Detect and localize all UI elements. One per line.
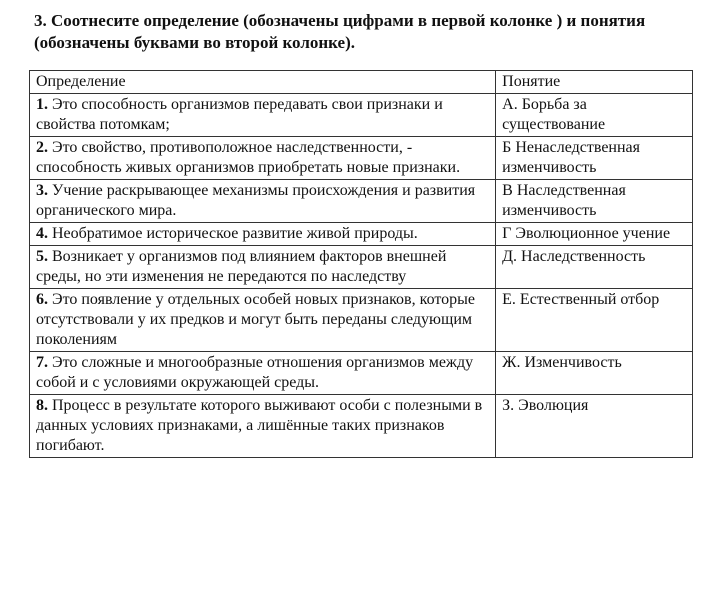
table-row (30, 289, 693, 352)
table-row (30, 352, 693, 395)
header-definition: Определение (30, 71, 496, 94)
table-header-row (30, 71, 693, 94)
definition-number: 2. (36, 139, 48, 156)
definition-cell (30, 352, 496, 395)
definition-number: 8. (36, 397, 48, 414)
concept-cell: Г Эволюционное учение (496, 223, 693, 246)
concept-cell: Е. Естественный отбор (496, 289, 693, 352)
definition-text: Это сложные и многообразные отношения организмов между собой и с условиями окружающей среды. (36, 354, 474, 391)
definition-text: Это способность организмов передавать свои признаки и свойства потомкам; (36, 96, 443, 133)
definition-cell (30, 223, 496, 246)
definition-number: 6. (36, 291, 48, 308)
definition-text: Это появление у отдельных особей новых признаков, которые отсутствовали у их предков и могут быть переданы следующим поколениям (36, 291, 475, 348)
definition-number: 1. (36, 96, 48, 113)
definition-text: Возникает у организмов под влиянием факторов внешней среды, но эти изменения не передаются по наследству (36, 248, 447, 285)
task-title: 3. Соотнесите определение (обозначены цифрами в первой колонке ) и понятия (обозначены буквами во второй колонке). (34, 11, 646, 52)
definition-cell (30, 289, 496, 352)
concept-cell: В Наследственная изменчивость (496, 180, 693, 223)
table-row (30, 223, 693, 246)
definition-number: 4. (36, 225, 48, 242)
definition-cell (30, 246, 496, 289)
definition-cell (30, 94, 496, 137)
concept-cell: Ж. Изменчивость (496, 352, 693, 395)
table-row (30, 246, 693, 289)
definition-number: 7. (36, 354, 48, 371)
definition-text: Необратимое историческое развитие живой природы. (48, 225, 418, 242)
header-concept: Понятие (496, 71, 693, 94)
definition-text: Это свойство, противоположное наследственности, - способность живых организмов приобретать новые признаки. (36, 139, 461, 176)
definition-cell (30, 137, 496, 180)
concept-cell: З. Эволюция (496, 395, 693, 458)
concept-cell: А. Борьба за существование (496, 94, 693, 137)
concept-cell: Д. Наследственность (496, 246, 693, 289)
matching-table (29, 70, 693, 458)
table-row (30, 180, 693, 223)
definition-cell (30, 180, 496, 223)
definition-number: 3. (36, 182, 48, 199)
definition-number: 5. (36, 248, 48, 265)
definition-text: Учение раскрывающее механизмы происхождения и развития органического мира. (36, 182, 476, 219)
definition-cell (30, 395, 496, 458)
table-row (30, 137, 693, 180)
table-row (30, 395, 693, 458)
definition-text: Процесс в результате которого выживают особи с полезными в данных условиях признаками, а лишённые таких признаков погибают. (36, 397, 483, 454)
table-row (30, 94, 693, 137)
concept-cell: Б Ненаследственная изменчивость (496, 137, 693, 180)
